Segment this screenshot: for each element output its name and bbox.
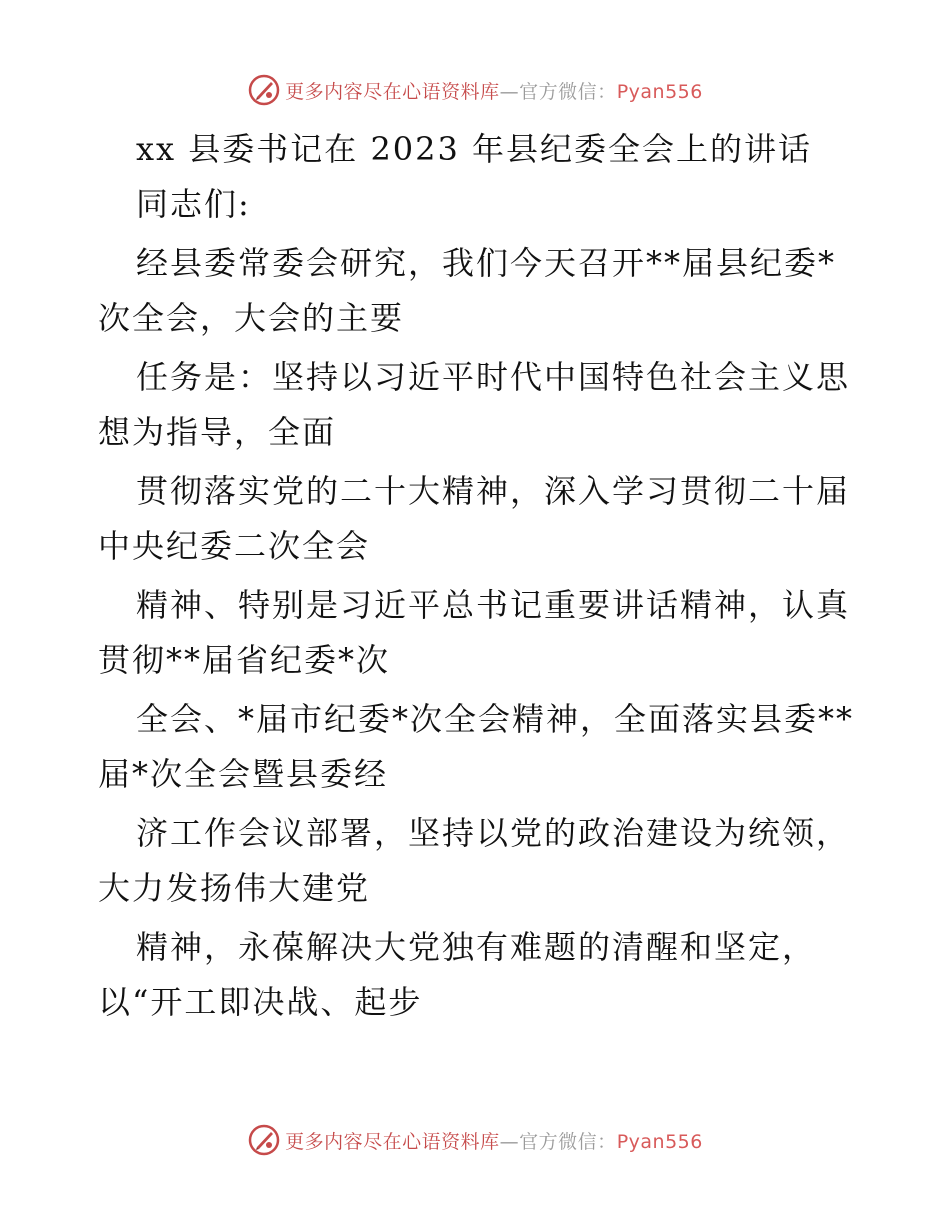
header-watermark-banner (0, 70, 950, 110)
paragraph-line: 精神、特别是习近平总书记重要讲话精神，认真 (136, 586, 851, 624)
footer-banner-text (285, 1127, 703, 1154)
quill-seal-icon (247, 1123, 281, 1157)
quill-seal-icon (247, 73, 281, 107)
paragraph-line: 以“开工即决战、起步 (98, 983, 423, 1021)
footer-banner-id: Pyan556 (616, 1130, 703, 1153)
footer-banner-dash: — (499, 1130, 520, 1153)
paragraph-line: 全会、*届市纪委*次全会精神，全面落实县委** (136, 700, 855, 738)
paragraph-line: 精神，永葆解决大党独有难题的清醒和坚定， (136, 928, 817, 966)
paragraph-line: 贯彻落实党的二十大精神，深入学习贯彻二十届 (136, 472, 851, 510)
paragraph-line: 济工作会议部署，坚持以党的政治建设为统领， (136, 814, 851, 852)
paragraph-line: 经县委常委会研究，我们今天召开**届县纪委* (136, 244, 837, 282)
paragraph-line: 中央纪委二次全会 (98, 527, 371, 565)
header-banner-dash: — (499, 80, 520, 103)
header-banner-contact: 官方微信： (519, 80, 617, 103)
paragraph-line: 届*次全会暨县委经 (98, 755, 389, 793)
header-banner-id: Pyan556 (616, 80, 703, 103)
footer-banner-contact: 官方微信： (519, 1130, 617, 1153)
paragraph-line: 次全会，大会的主要 (98, 299, 405, 337)
salutation: 同志们: (136, 185, 251, 223)
header-banner-main: 更多内容尽在心语资料库 (285, 80, 500, 103)
document-title: xx 县委书记在 2023 年县纪委全会上的讲话 (136, 130, 813, 168)
paragraph-line: 任务是：坚持以习近平时代中国特色社会主义思 (136, 358, 851, 396)
footer-watermark-banner (0, 1120, 950, 1160)
paragraph-line: 贯彻**届省纪委*次 (98, 641, 391, 679)
paragraph-line: 想为指导，全面 (98, 413, 337, 451)
header-banner-text (285, 77, 703, 104)
footer-banner-main: 更多内容尽在心语资料库 (285, 1130, 500, 1153)
document-body (98, 122, 858, 1030)
paragraph-line: 大力发扬伟大建党 (98, 869, 371, 907)
